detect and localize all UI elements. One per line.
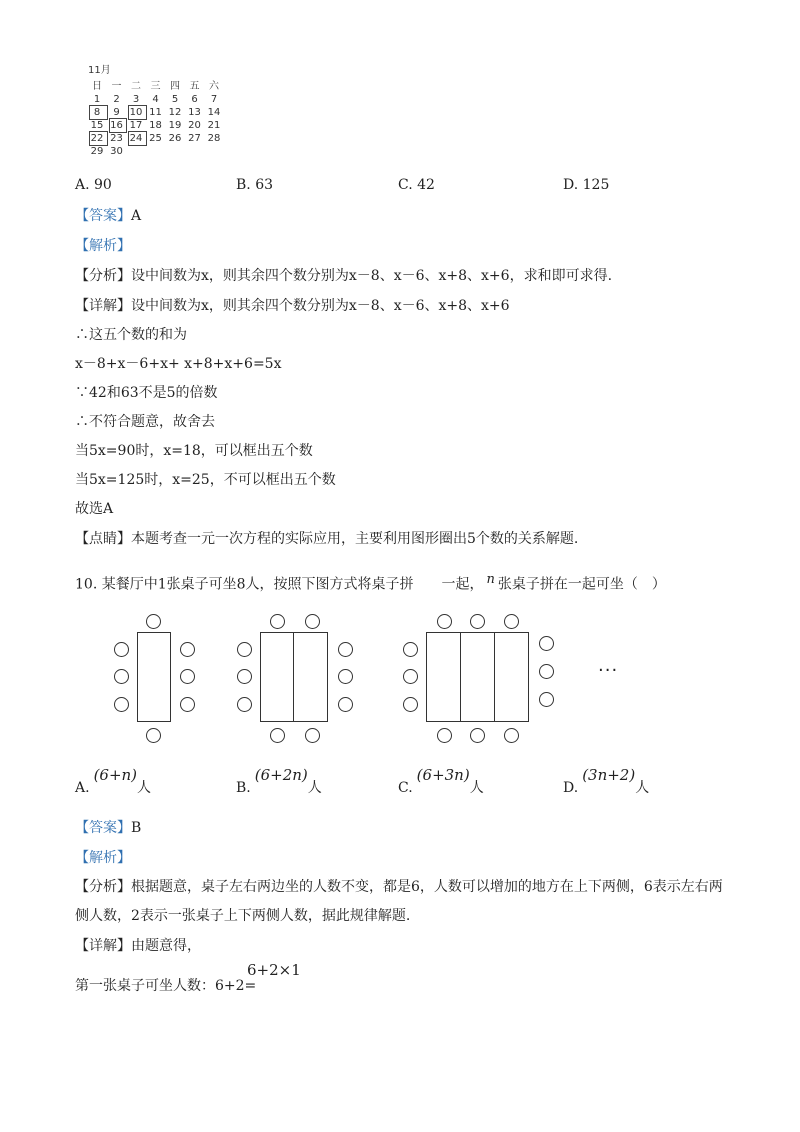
table-divider bbox=[460, 632, 461, 722]
q10-fenxi-1: 【分析】根据题意，桌子左右两边坐的人数不变，都是6，人数可以增加的地方在上下两侧，6表示左右两 bbox=[75, 879, 723, 895]
calendar-day: 12 bbox=[168, 107, 182, 118]
q9-line-6: 当5x=125时，x=25，不可以框出五个数 bbox=[75, 472, 336, 488]
seat bbox=[146, 728, 161, 743]
q10-option-c: C.(6+3n)人 bbox=[398, 766, 484, 796]
q9-option-d: D. 125 bbox=[563, 177, 610, 193]
seat bbox=[114, 642, 129, 657]
seat bbox=[539, 692, 554, 707]
calendar-day: 7 bbox=[210, 94, 218, 105]
calendar-weekday: 三 bbox=[150, 81, 161, 92]
seat bbox=[180, 642, 195, 657]
seat bbox=[237, 642, 252, 657]
seat bbox=[470, 614, 485, 629]
calendar-day: 24 bbox=[129, 133, 143, 144]
calendar-day: 2 bbox=[113, 94, 120, 105]
table-rect bbox=[260, 632, 328, 722]
q10-xiangjie: 【详解】由题意得， bbox=[75, 938, 201, 954]
q10-option-b: B.(6+2n)人 bbox=[236, 766, 322, 796]
calendar-weekday: 日 bbox=[92, 81, 102, 92]
calendar-box bbox=[109, 118, 128, 133]
seat bbox=[305, 728, 320, 743]
q9-fenxi: 【分析】设中间数为x，则其余四个数分别为x－8、x－6、x+8、x+6，求和即可求得. bbox=[75, 268, 613, 284]
q9-option-a: A. 90 bbox=[75, 177, 112, 193]
seat bbox=[146, 614, 161, 629]
seat bbox=[237, 697, 252, 712]
calendar-day: 11 bbox=[149, 107, 162, 118]
seat bbox=[403, 697, 418, 712]
calendar-day: 15 bbox=[90, 120, 104, 131]
q10-last-expr: 6+2×1 bbox=[247, 961, 301, 979]
q10-option-a: A.(6+n)人 bbox=[75, 766, 152, 796]
q9-line-7: 故选A bbox=[75, 501, 114, 517]
calendar-day: 4 bbox=[152, 94, 159, 105]
calendar-day: 1 bbox=[93, 94, 101, 105]
table-rect bbox=[426, 632, 529, 722]
calendar-day: 14 bbox=[207, 107, 221, 118]
q10-stem: 10. 某餐厅中1张桌子可坐8人，按照下图方式将桌子拼 一起， $^n$ 张桌子拼在一起可坐（ ） bbox=[75, 572, 666, 593]
calendar-day: 27 bbox=[188, 133, 201, 144]
seat bbox=[539, 636, 554, 651]
seat bbox=[437, 614, 452, 629]
calendar-day: 19 bbox=[168, 120, 182, 131]
q9-line-5: 当5x=90时，x=18，可以框出五个数 bbox=[75, 443, 313, 459]
seat bbox=[403, 642, 418, 657]
calendar-box bbox=[128, 131, 147, 146]
table-rect bbox=[137, 632, 171, 722]
q9-option-b: B. 63 bbox=[236, 177, 274, 193]
calendar-day: 20 bbox=[188, 120, 201, 131]
q9-line-3: ∵42和63不是5的倍数 bbox=[75, 385, 218, 401]
seat bbox=[114, 669, 129, 684]
q9-analysis-heading: 【解析】 bbox=[75, 238, 131, 254]
seat bbox=[437, 728, 452, 743]
calendar-day: 30 bbox=[110, 146, 123, 157]
seat bbox=[504, 614, 519, 629]
calendar-day: 25 bbox=[149, 133, 162, 144]
seat bbox=[338, 642, 353, 657]
calendar-day: 23 bbox=[110, 133, 123, 144]
seat bbox=[504, 728, 519, 743]
seat bbox=[180, 669, 195, 684]
calendar-day: 9 bbox=[113, 107, 120, 118]
seat bbox=[403, 669, 418, 684]
calendar-box bbox=[89, 105, 108, 120]
calendar-weekday: 一 bbox=[111, 81, 122, 92]
q9-dianjing: 【点睛】本题考查一元一次方程的实际应用，主要利用图形圈出5个数的关系解题. bbox=[75, 531, 579, 547]
q9-line-1: ∴这五个数的和为 bbox=[75, 327, 187, 343]
calendar-day: 21 bbox=[207, 120, 221, 131]
calendar-day: 13 bbox=[188, 107, 201, 118]
calendar-box bbox=[89, 131, 108, 146]
q9-xiangjie: 【详解】设中间数为x，则其余四个数分别为x－8、x－6、x+8、x+6 bbox=[75, 298, 510, 314]
calendar-day: 5 bbox=[171, 94, 179, 105]
calendar-day: 8 bbox=[93, 107, 101, 118]
calendar-day: 26 bbox=[168, 133, 182, 144]
seat bbox=[338, 697, 353, 712]
calendar-box bbox=[128, 105, 147, 120]
q9-answer: 【答案】A bbox=[75, 208, 142, 224]
seat bbox=[338, 669, 353, 684]
seat bbox=[270, 614, 285, 629]
seat bbox=[470, 728, 485, 743]
seat bbox=[305, 614, 320, 629]
calendar-weekday: 六 bbox=[209, 81, 219, 92]
table-divider bbox=[293, 632, 294, 722]
calendar-day: 6 bbox=[191, 94, 198, 105]
calendar-weekday: 二 bbox=[131, 81, 141, 92]
q10-last-line: 第一张桌子可坐人数：6+2= bbox=[75, 978, 257, 994]
calendar-day: 10 bbox=[129, 107, 143, 118]
calendar-weekday: 四 bbox=[170, 81, 180, 92]
calendar-day: 18 bbox=[149, 120, 162, 131]
calendar-day: 3 bbox=[132, 94, 140, 105]
calendar-day: 22 bbox=[90, 133, 104, 144]
q9-option-c: C. 42 bbox=[398, 177, 435, 193]
q9-line-4: ∴不符合题意，故舍去 bbox=[75, 414, 215, 430]
calendar-weekday: 五 bbox=[189, 81, 200, 92]
seat bbox=[237, 669, 252, 684]
q10-answer: 【答案】B bbox=[75, 820, 142, 836]
q9-line-2: x－8+x－6+x+ x+8+x+6=5x bbox=[75, 356, 282, 372]
ellipsis: ··· bbox=[598, 660, 619, 681]
q10-fenxi-2: 侧人数，2表示一张桌子上下两侧人数，据此规律解题. bbox=[75, 908, 411, 924]
table-divider bbox=[494, 632, 495, 722]
seat bbox=[270, 728, 285, 743]
q10-option-d: D.(3n+2)人 bbox=[563, 766, 650, 796]
calendar-day: 16 bbox=[110, 120, 123, 131]
calendar-day: 29 bbox=[90, 146, 104, 157]
calendar-day: 17 bbox=[129, 120, 143, 131]
seat bbox=[180, 697, 195, 712]
calendar-day: 28 bbox=[207, 133, 221, 144]
seat bbox=[539, 664, 554, 679]
q10-analysis-heading: 【解析】 bbox=[75, 850, 131, 866]
calendar-month: 11月 bbox=[88, 65, 111, 76]
seat bbox=[114, 697, 129, 712]
